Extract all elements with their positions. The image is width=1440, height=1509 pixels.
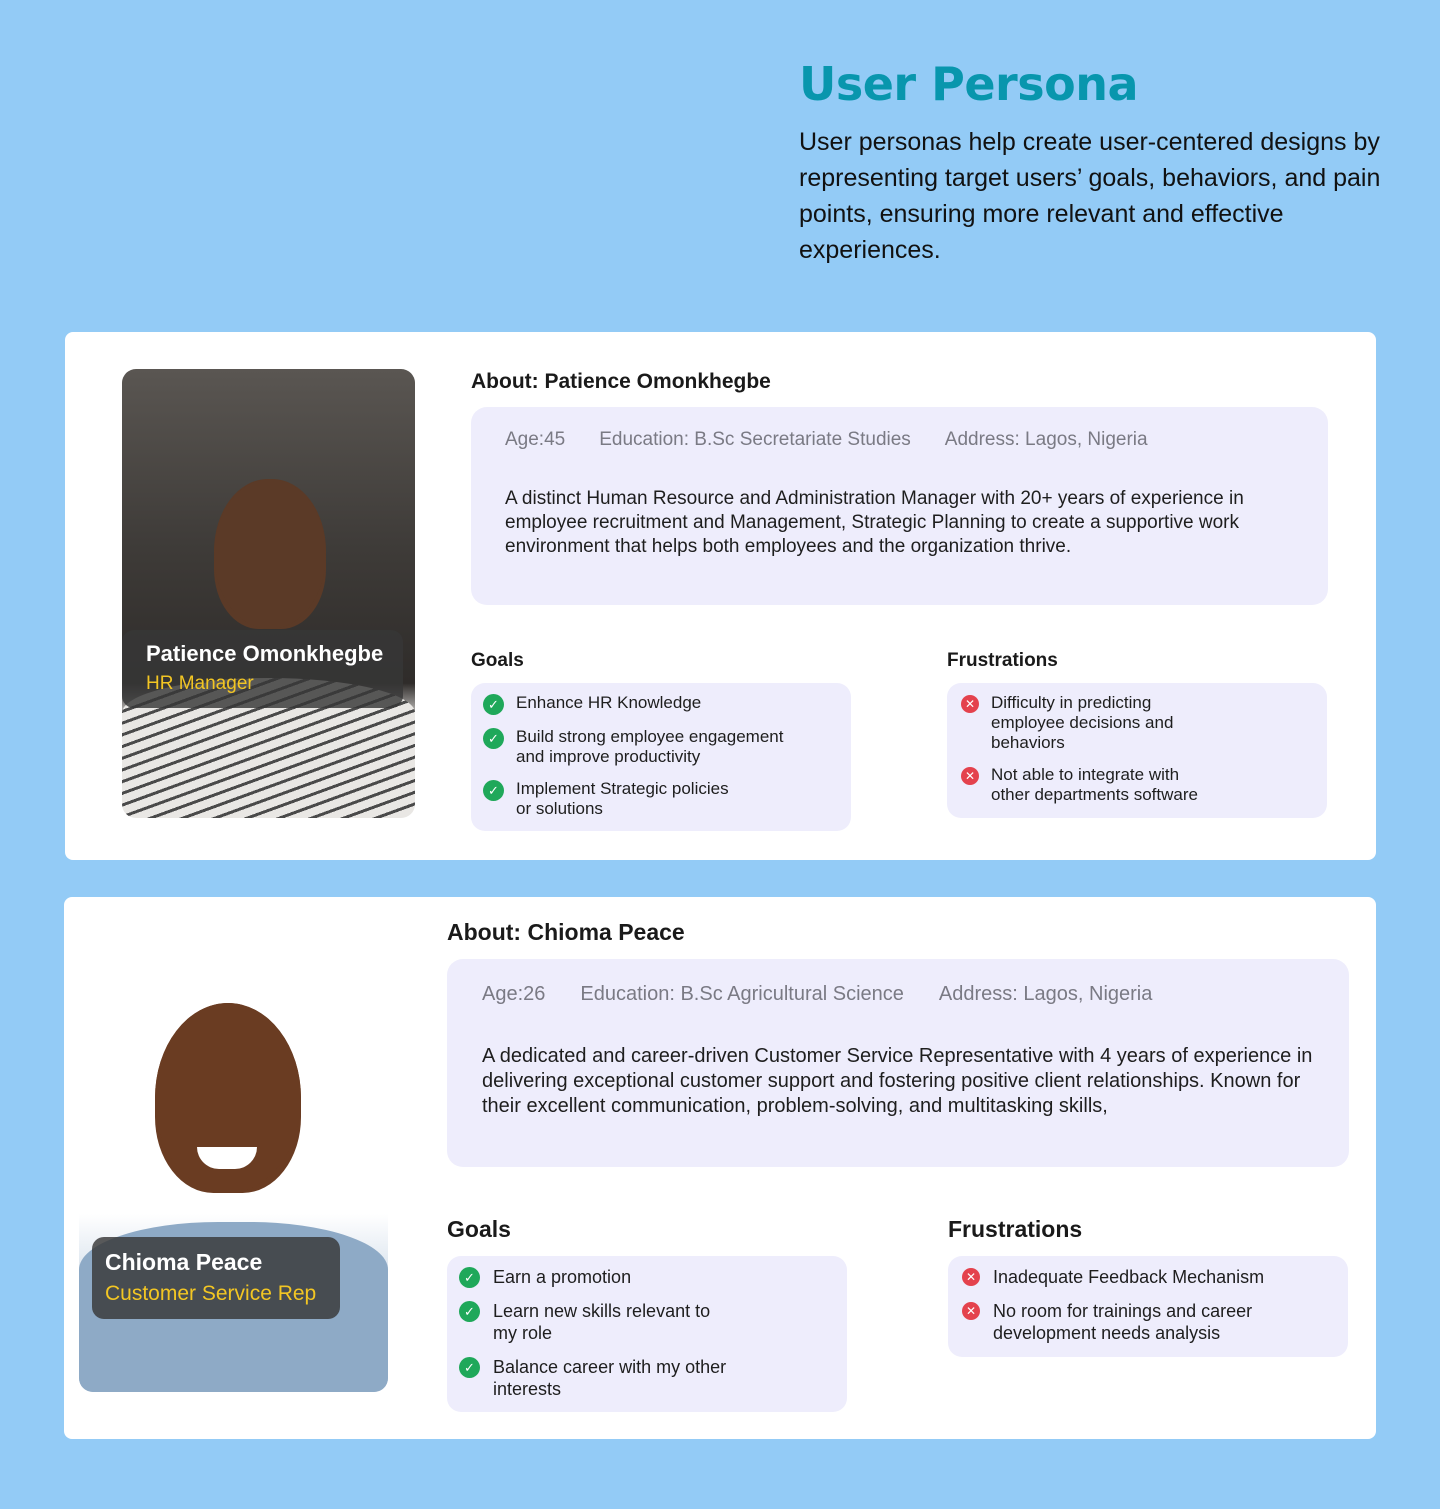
goal-item bbox=[459, 1300, 835, 1344]
about-panel bbox=[471, 407, 1328, 605]
check-circle-icon: ✓ bbox=[459, 1301, 480, 1322]
persona-name: Patience Omonkhegbe bbox=[146, 641, 384, 666]
check-circle-icon: ✓ bbox=[459, 1267, 480, 1288]
x-circle-icon: ✕ bbox=[961, 767, 979, 785]
frustration-text: No room for trainings and career development needs analysis bbox=[993, 1301, 1253, 1343]
name-tag bbox=[92, 1237, 340, 1319]
persona-card-chioma bbox=[64, 897, 1376, 1439]
page-title: User Persona bbox=[799, 57, 1138, 111]
check-circle-icon: ✓ bbox=[483, 780, 504, 801]
frustration-item bbox=[961, 693, 1315, 753]
goal-text: Enhance HR Knowledge bbox=[516, 693, 702, 712]
persona-meta bbox=[505, 429, 1294, 451]
page-header bbox=[799, 56, 1399, 268]
age-label: Age:26 bbox=[482, 983, 546, 1005]
goal-text: Implement Strategic policies or solutions bbox=[516, 779, 729, 818]
frustration-text: Inadequate Feedback Mechanism bbox=[993, 1267, 1265, 1287]
x-circle-icon: ✕ bbox=[961, 695, 979, 713]
frustrations-title: Frustrations bbox=[947, 650, 1058, 671]
education-label: Education: B.Sc Agricultural Science bbox=[580, 983, 904, 1005]
goal-item bbox=[459, 1266, 835, 1288]
frustrations-list bbox=[947, 683, 1327, 818]
frustrations-title: Frustrations bbox=[948, 1216, 1083, 1242]
address-label: Address: Lagos, Nigeria bbox=[938, 983, 1153, 1005]
age-label: Age:45 bbox=[505, 429, 566, 450]
goal-item bbox=[483, 727, 839, 767]
goals-title: Goals bbox=[447, 1216, 511, 1242]
goals-title: Goals bbox=[471, 650, 524, 671]
persona-photo bbox=[122, 369, 415, 818]
frustration-item bbox=[961, 765, 1315, 805]
x-circle-icon: ✕ bbox=[962, 1302, 980, 1320]
education-label: Education: B.Sc Secretariate Studies bbox=[599, 429, 911, 450]
about-panel bbox=[447, 959, 1349, 1167]
about-title: About: Chioma Peace bbox=[447, 919, 685, 945]
check-circle-icon: ✓ bbox=[459, 1357, 480, 1378]
goal-text: Build strong employee engagement and improve productivity bbox=[516, 727, 784, 766]
goal-text: Earn a promotion bbox=[493, 1267, 632, 1287]
goal-item bbox=[483, 693, 839, 715]
frustration-item bbox=[962, 1266, 1336, 1288]
goal-item bbox=[483, 779, 839, 819]
x-circle-icon: ✕ bbox=[962, 1268, 980, 1286]
persona-description: A distinct Human Resource and Administration Manager with 20+ years of experience in employee recruitment and Management, Strategic Planning to create a supportive work environment that helps both employees and the organization thrive. bbox=[505, 488, 1244, 557]
check-circle-icon: ✓ bbox=[483, 694, 504, 715]
persona-photo bbox=[79, 947, 388, 1392]
persona-card-patience bbox=[65, 332, 1376, 860]
frustration-item bbox=[962, 1300, 1336, 1344]
page-description: User personas help create user-centered designs by representing target users’ goals, behaviors, and pain points, ensuring more relevant and effective experiences. bbox=[799, 128, 1381, 264]
check-circle-icon: ✓ bbox=[483, 728, 504, 749]
address-label: Address: Lagos, Nigeria bbox=[944, 429, 1148, 450]
persona-role: HR Manager bbox=[146, 673, 254, 694]
persona-meta bbox=[482, 983, 1314, 1006]
frustration-text: Difficulty in predicting employee decisions and behaviors bbox=[991, 693, 1174, 752]
persona-name: Chioma Peace bbox=[105, 1249, 263, 1275]
frustrations-list bbox=[948, 1256, 1348, 1357]
face-shape bbox=[214, 479, 326, 629]
frustration-text: Not able to integrate with other departments software bbox=[991, 765, 1198, 804]
goal-text: Learn new skills relevant to my role bbox=[493, 1301, 711, 1343]
goals-list bbox=[447, 1256, 847, 1412]
name-tag bbox=[122, 630, 403, 708]
persona-description: A dedicated and career-driven Customer Service Representative with 4 years of experience in delivering exceptional customer support and fostering positive client relationships. Known for their excellent communication, problem-solving, and multitasking skills, bbox=[482, 1045, 1313, 1117]
persona-role: Customer Service Rep bbox=[105, 1282, 317, 1305]
goals-list bbox=[471, 683, 851, 831]
goal-text: Balance career with my other interests bbox=[493, 1357, 727, 1399]
goal-item bbox=[459, 1356, 835, 1400]
about-title: About: Patience Omonkhegbe bbox=[471, 370, 771, 393]
